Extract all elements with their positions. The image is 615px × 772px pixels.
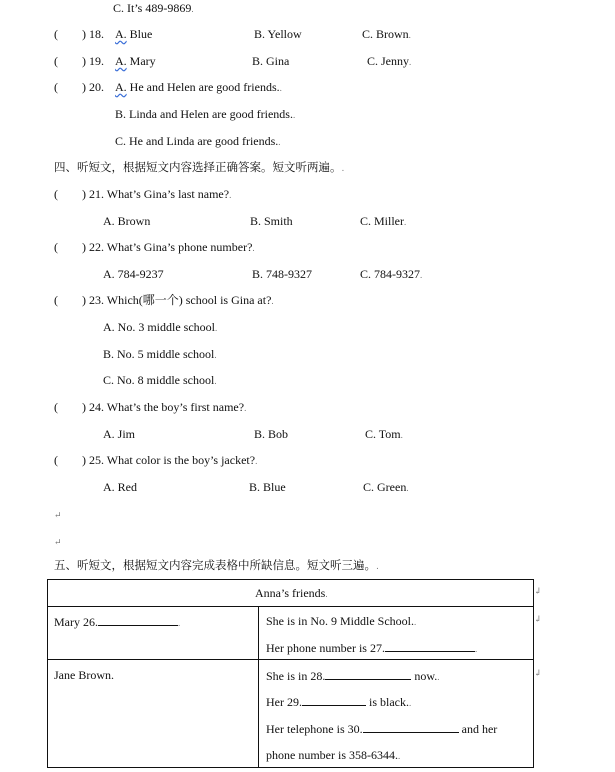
row-end-mark: ↲ [534,668,542,678]
q21-paren: ( [54,187,58,201]
q19-number: ) 19. [82,54,104,68]
section-5-heading: 五、听短文，根据短文内容完成表格中所缺信息。短文听三遍。. [54,558,379,572]
q17-option-c: C. It’s 489-9869. [113,1,194,15]
q23-option-c: C. No. 8 middle school. [103,373,217,387]
q18-option-c: C. Brown. [362,27,411,41]
q21-question: ) 21. What’s Gina’s last name?. [82,187,232,201]
table-rule [47,659,533,660]
q25-option-b: B. Blue [249,480,286,494]
q19-paren: ( [54,54,58,68]
q19-option-a: A. Mary [115,54,156,68]
q18-option-a: A. Blue [115,27,153,41]
row1-name-cell: Mary 26. . [54,615,181,629]
row-end-mark: ↲ [534,614,542,624]
q22-question: ) 22. What’s Gina’s phone number?. [82,240,255,254]
q20-option-c: C. He and Linda are good friends.. [115,134,281,148]
q20-option-a: A. He and Helen are good friends.. [115,80,282,94]
q23-option-b: B. No. 5 middle school. [103,347,217,361]
q22-option-a: A. 784-9237 [103,267,164,281]
table-rule [47,606,533,607]
q25-question: ) 25. What color is the boy’s jacket?. [82,453,258,467]
row2-name-cell: Jane Brown. [54,668,114,682]
q18-paren: ( [54,27,58,41]
q25-option-c: C. Green. [363,480,409,494]
q22-paren: ( [54,240,58,254]
q25-option-a: A. Red [103,480,137,494]
row1-phone-line: Her phone number is 27. . [266,641,478,655]
table-header: Anna’s friends. [255,586,328,600]
q24-paren: ( [54,400,58,414]
q23-question: ) 23. Which(哪一个) school is Gina at?. [82,293,274,307]
q23-paren: ( [54,293,58,307]
q24-option-b: B. Bob [254,427,289,441]
empty-paragraph-mark: ↵ [54,537,62,547]
q24-option-a: A. Jim [103,427,136,441]
q20-paren: ( [54,80,58,94]
q21-option-a: A. Brown [103,214,151,228]
q25-paren: ( [54,453,58,467]
q24-question: ) 24. What’s the boy’s first name?. [82,400,247,414]
section-4-heading: 四、听短文，根据短文内容选择正确答案。短文听两遍。. [54,160,345,174]
row2-phone-number-line: phone number is 358-6344.. [266,748,401,762]
empty-paragraph-mark: ↵ [54,510,62,520]
q19-option-b: B. Gina [252,54,290,68]
row2-color-line: Her 29. is black.. [266,695,412,709]
q22-option-b: B. 748-9327 [252,267,312,281]
q21-option-b: B. Smith [250,214,293,228]
q18-number: ) 18. [82,27,104,41]
row-end-mark: ↲ [534,586,542,596]
row2-telephone-line: Her telephone is 30. and her [266,722,498,736]
q24-option-c: C. Tom. [365,427,403,441]
table-column-divider [258,606,259,767]
q23-option-a: A. No. 3 middle school. [103,320,218,334]
q19-option-c: C. Jenny. [367,54,412,68]
row2-grade-line: She is in 28. now.. [266,669,440,683]
q18-option-b: B. Yellow [254,27,302,41]
q20-option-b: B. Linda and Helen are good friends.. [115,107,296,121]
row1-school-line: She is in No. 9 Middle School.. [266,614,417,628]
q20-number: ) 20. [82,80,104,94]
q21-option-c: C. Miller. [360,214,407,228]
q22-option-c: C. 784-9327. [360,267,423,281]
